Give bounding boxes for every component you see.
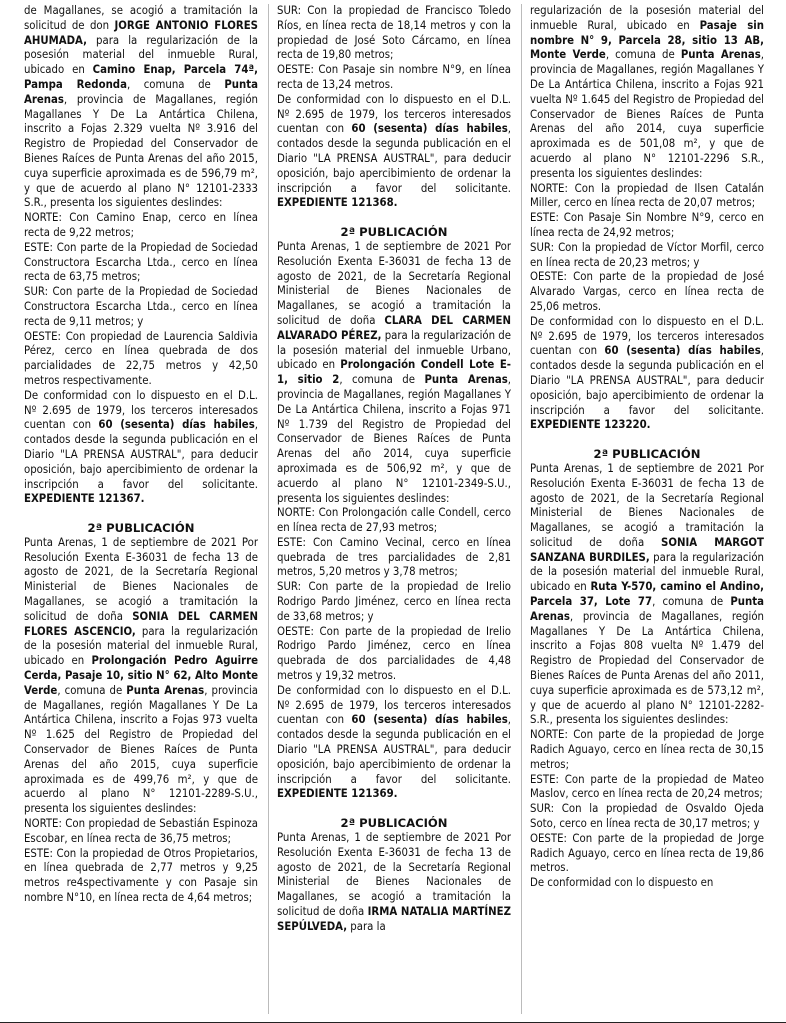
publication-heading: 2ª PUBLICACIÓN [87, 521, 195, 536]
bold-text: SONIA DEL CARMEN FLORES ASCENCIO, [24, 609, 258, 638]
text-run: De conformidad con lo dispuesto en el D.L. Nº 2.695 de 1979, los terceros interesados cuentan con [277, 92, 511, 136]
notice-paragraph [24, 211, 258, 241]
notice-paragraph [530, 315, 764, 433]
notice-paragraph [277, 63, 511, 93]
text-run: SUR: Con la propiedad de Osvaldo Ojeda Soto, cerco en línea recta de 30,17 metros; y [530, 802, 764, 831]
bold-text: 60 (sesenta) días habiles [351, 122, 508, 136]
notice-paragraph [277, 684, 511, 802]
text-run: , provincia de Magallanes, región Magallanes Y De La Antártica Chilena, inscrito a Fojas 973 vuelta Nº 1.625 del Registro de Propiedad del Conservador de Bienes Raíces de Punta Arenas del año 2015, cuya superficie aproximada es de 499,76 m², y que de acuerdo al plano N° 12101-2289-S.U., presenta los siguientes deslindes: [24, 683, 258, 816]
notice-paragraph [277, 240, 511, 506]
notice-paragraph [24, 817, 258, 847]
text-run: SUR: Con parte de la Propiedad de Sociedad Constructora Escarcha Ltda., cerco en línea recta de 9,11 metros; y [24, 285, 258, 328]
publication-heading: 2ª PUBLICACIÓN [593, 447, 701, 462]
text-run: , contados desde la segunda publicación en el Diario "LA PRENSA AUSTRAL", para deducir oposición, bajo apercibimiento de ordenar la inscripción a favor del solicitante. [24, 418, 258, 491]
text-run: OESTE: Con parte de la propiedad de José Alvarado Vargas, cerco en línea recta de 25,06 metros. [530, 270, 764, 313]
bold-text: EXPEDIENTE 121367. [24, 492, 145, 506]
text-run: para la regularización de la posesión material del inmueble Urbano, ubicado en [277, 328, 511, 372]
text-run: NORTE: Con Prolongación calle Condell, cerco en línea recta de 27,93 metros; [277, 506, 511, 535]
bold-text: 60 (sesenta) días habiles [98, 418, 255, 432]
notice-paragraph [530, 728, 764, 772]
text-run: NORTE: Con parte de la propiedad de Jorge Radich Aguayo, cerco en línea recta de 30,15 metros; [530, 728, 764, 771]
column-middle [268, 4, 511, 1014]
bold-text: EXPEDIENTE 121369. [277, 787, 398, 801]
text-run: NORTE: Con la propiedad de Ilsen Catalán Miller, cerco en línea recta de 20,07 metros; [530, 181, 764, 210]
text-run: para la regularización de la posesión material del inmueble Rural, ubicado en [530, 550, 764, 594]
text-run: ESTE: Con parte de la propiedad de Mateo Maslov, cerco en línea recta de 20,24 metros; [530, 772, 764, 801]
notice-paragraph [277, 506, 511, 536]
text-run: , contados desde la segunda publicación en el Diario "LA PRENSA AUSTRAL", para deducir oposición, bajo apercibimiento de ordenar la inscripción a favor del solicitante. [530, 344, 764, 417]
text-run: Punta Arenas, 1 de septiembre de 2021 Por Resolución Exenta E-36031 de fecha 13 de agosto de 2021, de la Secretaría Regional Ministerial de Bienes Nacionales de Magallanes, se acogió a tramitación la solicitud de doña [277, 239, 511, 327]
bold-text: Prolongación Condell Lote E-1, sitio 2 [277, 358, 511, 387]
section-spacer [277, 211, 511, 225]
bold-text: Pasaje sin nombre N° 9, Parcela 28, sitio 13 AB, Monte Verde [530, 18, 764, 62]
text-run: ESTE: Con parte de la Propiedad de Sociedad Constructora Escarcha Ltda., cerco en línea recta de 63,75 metros; [24, 240, 258, 284]
columns-container [24, 4, 764, 1014]
text-run: OESTE: Con parte de la propiedad de Irelio Rodrigo Pardo Jiménez, cerco en línea quebrada de dos parcialidades de 4,48 metros y 19,32 metros. [277, 624, 511, 683]
notice-paragraph [24, 536, 258, 817]
text-run: De conformidad con lo dispuesto en el D.L. Nº 2.695 de 1979, los terceros interesados cuentan con [530, 314, 764, 358]
text-run: para la regularización de la posesión material del inmueble Rural, ubicado en [24, 33, 258, 77]
text-run: ESTE: Con Pasaje Sin Nombre N°9, cerco en línea recta de 24,92 metros; [530, 211, 764, 239]
text-run: ESTE: Con Camino Vecinal, cerco en línea quebrada de tres parcialidades de 2,81 metros, 5,20 metros y 3,78 metros; [277, 535, 511, 579]
notice-paragraph [530, 270, 764, 314]
notice-paragraph [530, 211, 764, 241]
text-run: OESTE: Con propiedad de Laurencia Saldivia Pérez, cerco en línea quebrada de dos parcialidades de 22,75 metros y 42,50 metros respectivamente. [24, 329, 258, 387]
notice-paragraph [277, 625, 511, 684]
bold-text: Prolongación Pedro Aguirre Cerda, Pasaje 10, sitio N° 62, Alto Monte Verde [24, 654, 258, 697]
text-run: para la [347, 919, 386, 933]
text-run: De conformidad con lo dispuesto en el D.L. Nº 2.695 de 1979, los terceros interesados cuentan con [24, 388, 258, 432]
notice-paragraph [24, 4, 258, 211]
bold-text: Punta Arenas [680, 48, 761, 62]
text-run: , comuna de [605, 48, 681, 62]
notice-paragraph [530, 241, 764, 271]
notice-paragraph [530, 876, 764, 891]
section-spacer [530, 433, 764, 447]
bold-text: EXPEDIENTE 123220. [530, 418, 651, 432]
text-run: , provincia de Magallanes, región Magallanes Y De La Antártica Chilena, inscrito a Fojas 2.329 vuelta Nº 3.916 del Registro de Propiedad del Conservador de Bienes Raíces de Punta Arenas del año 2015, cuya superficie aproximada es de 596,79 m², y que de acuerdo al plano N° 12101-2333 S.R., presenta los siguientes deslindes: [24, 92, 258, 210]
notice-paragraph [277, 536, 511, 580]
text-run: ESTE: Con la propiedad de Otros Propietarios, en línea quebrada de 2,77 metros y 9,25 metros re4spectivamente y con Pasaje sin nombre N°10, en línea recta de 4,64 metros; [24, 846, 258, 905]
notice-paragraph [530, 182, 764, 212]
section-spacer [277, 802, 511, 816]
publication-heading: 2ª PUBLICACIÓN [340, 225, 448, 240]
bold-text: Punta Arenas [24, 77, 258, 106]
bold-text: Camino Enap, Parcela 74ª, Pampa Redonda [24, 63, 258, 91]
bold-text: CLARA DEL CARMEN ALVARADO PÉREZ, [277, 313, 511, 342]
text-run: , comuna de [652, 595, 731, 609]
bold-text: EXPEDIENTE 121368. [277, 196, 398, 210]
bold-text: 60 (sesenta) días habiles [604, 344, 761, 358]
text-run: , comuna de [126, 77, 225, 91]
notice-paragraph [24, 285, 258, 329]
notice-paragraph [530, 802, 764, 832]
notice-paragraph [277, 4, 511, 63]
text-run: Punta Arenas, 1 de septiembre de 2021 Por Resolución Exenta E-36031 de fecha 13 de agosto de 2021, de la Secretaría Regional Ministerial de Bienes Nacionales de Magallanes, se acogió a tramitación la solicitud de doña [24, 535, 258, 623]
text-run: OESTE: Con parte de la propiedad de Jorge Radich Aguayo, cerco en línea recta de 19,86 metros. [530, 831, 764, 875]
bold-text: Punta Arenas [126, 683, 205, 697]
text-run: , provincia de Magallanes, región Magallanes Y De La Antártica Chilena, inscrito a Fojas 921 vuelta Nº 1.645 del Registro de Propiedad del Conservador de Bienes Raíces de Punta Arenas del año 2014, cuya superficie aproximada es de 501,08 m², y que de acuerdo al plano N° 12101-2296 S.R., presenta los siguientes deslindes: [530, 48, 764, 180]
notice-paragraph [530, 832, 764, 876]
bold-text: SONIA MARGOT SANZANA BURDILES, [530, 535, 764, 564]
notice-paragraph [24, 330, 258, 389]
text-run: NORTE: Con Camino Enap, cerco en línea recta de 9,22 metros; [24, 211, 258, 239]
text-run: Punta Arenas, 1 de septiembre de 2021 Por Resolución Exenta E-36031 de fecha 13 de agosto de 2021, de la Secretaría Regional Ministerial de Bienes Nacionales de Magallanes, se acogió a tramitación la solicitud de doña [277, 831, 511, 919]
bold-text: Punta Arenas [424, 373, 508, 387]
notice-paragraph [530, 773, 764, 803]
notice-paragraph [530, 4, 764, 182]
text-run: , contados desde la segunda publicación en el Diario "LA PRENSA AUSTRAL", para deducir oposición, bajo apercibimiento de ordenar la inscripción a favor del solicitante. [277, 122, 511, 195]
text-run: De conformidad con lo dispuesto en el D.L. Nº 2.695 de 1979, los terceros interesados cuentan con [277, 683, 511, 727]
text-run: SUR: Con la propiedad de Víctor Morfil, cerco en línea recta de 20,23 metros; y [530, 240, 764, 269]
notice-paragraph [277, 831, 511, 935]
notice-paragraph [530, 462, 764, 728]
text-run: regularización de la posesión material del inmueble Rural, ubicado en [530, 4, 764, 32]
text-run: OESTE: Con Pasaje sin nombre N°9, en línea recta de 13,24 metros. [277, 63, 511, 91]
notice-paragraph [24, 847, 258, 906]
text-run: , comuna de [339, 373, 425, 387]
text-run: de Magallanes, se acogió a tramitación la solicitud de don [24, 4, 258, 32]
text-run: SUR: Con la propiedad de Francisco Toledo Ríos, en línea recta de 18,14 metros y con la propiedad de José Soto Cárcamo, en línea recta de 19,80 metros; [277, 4, 511, 62]
text-run: SUR: Con parte de la propiedad de Irelio Rodrigo Pardo Jiménez, cerco en línea recta de 33,68 metros; y [277, 580, 511, 623]
text-run: De conformidad con lo dispuesto en [530, 876, 714, 890]
publication-heading: 2ª PUBLICACIÓN [340, 816, 448, 831]
text-run: , contados desde la segunda publicación en el Diario "LA PRENSA AUSTRAL", para deducir oposición, bajo apercibimiento de ordenar la inscripción a favor del solicitante. [277, 713, 511, 786]
notice-paragraph [277, 93, 511, 211]
text-run: para la regularización de la posesión material del inmueble Rural, ubicado en [24, 624, 258, 668]
bold-text: 60 (sesenta) días habiles [351, 713, 508, 727]
notice-paragraph [277, 580, 511, 624]
text-run: , provincia de Magallanes, región Magallanes Y De La Antártica Chilena, inscrito a Fojas 971 Nº 1.739 del Registro de Propiedad del Conservador de Bienes Raíces de Punta Arenas del año 2014, cuya superficie aproximada es de 506,92 m², y que de acuerdo al plano N° 12101-2349-S.U., presenta los siguientes deslindes: [277, 373, 511, 505]
text-run: NORTE: Con propiedad de Sebastián Espinoza Escobar, en línea recta de 36,75 metros; [24, 817, 258, 845]
text-run: Punta Arenas, 1 de septiembre de 2021 Por Resolución Exenta E-36031 de fecha 13 de agosto de 2021, de la Secretaría Regional Ministerial de Bienes Nacionales de Magallanes, se acogió a tramitación la solicitud de doña [530, 461, 764, 549]
column-right [521, 4, 764, 1014]
column-left [24, 4, 258, 1014]
notice-paragraph [24, 389, 258, 507]
notice-paragraph [24, 241, 258, 285]
section-spacer [24, 507, 258, 521]
text-run: , provincia de Magallanes, región Magallanes Y De La Antártica Chilena, inscrito a Fojas 808 vuelta Nº 1.479 del Registro de Propiedad del Conservador de Bienes Raíces de Punta Arenas del año 2011, cuya superficie aproximada es de 573,12 m², y que de acuerdo al plano N° 12101-2282-S.R., presenta los siguientes deslindes: [530, 609, 764, 727]
bold-text: IRMA NATALIA MARTÍNEZ SEPÚLVEDA, [277, 905, 511, 933]
bold-text: JORGE ANTONIO FLORES AHUMADA, [24, 18, 258, 47]
bold-text: Ruta Y-570, camino el Andino, Parcela 37, Lote 77 [530, 580, 764, 609]
text-run: , comuna de [57, 683, 127, 697]
bold-text: Punta Arenas [530, 595, 764, 623]
